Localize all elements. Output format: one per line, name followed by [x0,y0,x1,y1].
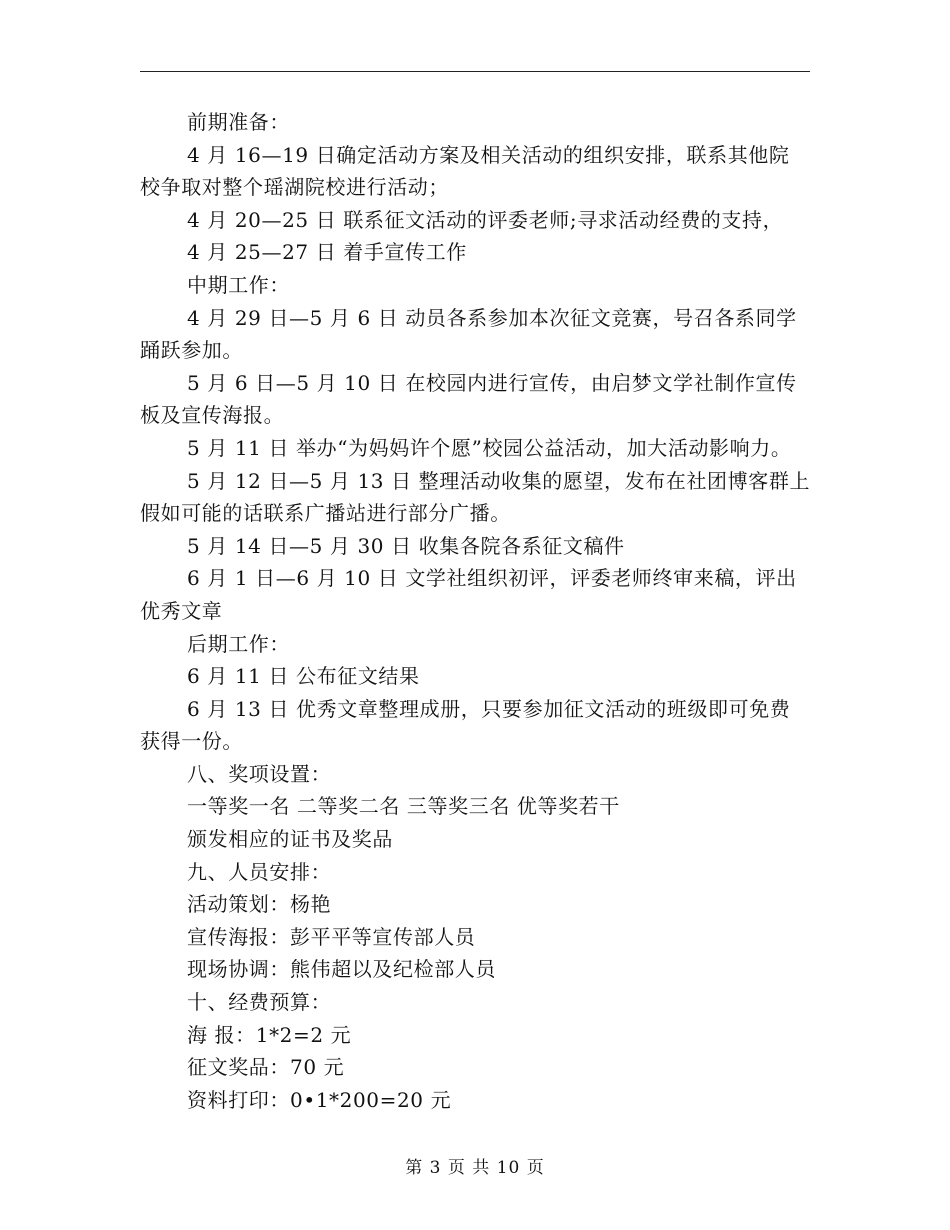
section-heading: 八、奖项设置： [187,761,332,786]
text-line: 中期工作： [187,272,290,297]
text-line: 宣传海报：彭平平等宣传部人员 [187,924,476,949]
text-line: 一等奖一名 二等奖二名 三等奖三名 优等奖若干 [187,794,620,819]
text-line: 5 月 12 日—5 月 13 日 整理活动收集的愿望，发布在社团博客群上 [187,468,811,493]
text-line: 4 月 20—25 日 联系征文活动的评委老师;寻求活动经费的支持， [187,207,784,232]
text-line: 6 月 1 日—6 月 10 日 文学社组织初评，评委老师终审来稿，评出 [187,566,797,591]
text-line: 优秀文章 [140,598,223,623]
text-line: 颁发相应的证书及奖品 [187,827,393,852]
text-line: 4 月 29 日—5 月 6 日 动员各系参加本次征文竞赛，号召各系同学 [187,305,797,330]
text-line: 海 报：1*2=2 元 [187,1022,352,1047]
text-line: 征文奖品：70 元 [187,1055,345,1080]
text-line: 获得一份。 [140,729,243,754]
text-line: 5 月 6 日—5 月 10 日 在校园内进行宣传，由启梦文学社制作宣传 [187,370,797,395]
text-line: 校争取对整个瑶湖院校进行活动； [140,175,449,200]
text-line: 5 月 14 日—5 月 30 日 收集各院各系征文稿件 [187,533,625,558]
text-line: 后期工作： [187,631,290,656]
text-line: 活动策划：杨艳 [187,892,332,917]
page-footer: 第 3 页 共 10 页 [405,1158,545,1178]
section-heading: 十、经费预算： [187,990,332,1015]
text-line: 4 月 16—19 日确定活动方案及相关活动的组织安排，联系其他院 [187,142,790,167]
text-line: 5 月 11 日 举办“为妈妈许个愿”校园公益活动，加大活动影响力。 [187,435,792,460]
text-line: 假如可能的话联系广播站进行部分广播。 [140,501,511,526]
text-line: 踊跃参加。 [140,338,243,363]
section-heading: 九、人员安排： [187,859,332,884]
document-body [140,106,820,1116]
text-line: 资料打印：0•1*200=20 元 [187,1087,452,1112]
text-line: 6 月 11 日 公布征文结果 [187,664,420,689]
text-line: 前期准备： [187,110,290,134]
text-line: 板及宣传海报。 [140,403,285,428]
header-rule [140,71,810,72]
text-line: 4 月 25—27 日 着手宣传工作 [187,240,467,265]
text-line: 现场协调：熊伟超以及纪检部人员 [187,957,496,982]
text-line: 6 月 13 日 优秀文章整理成册，只要参加征文活动的班级即可免费 [187,696,791,721]
